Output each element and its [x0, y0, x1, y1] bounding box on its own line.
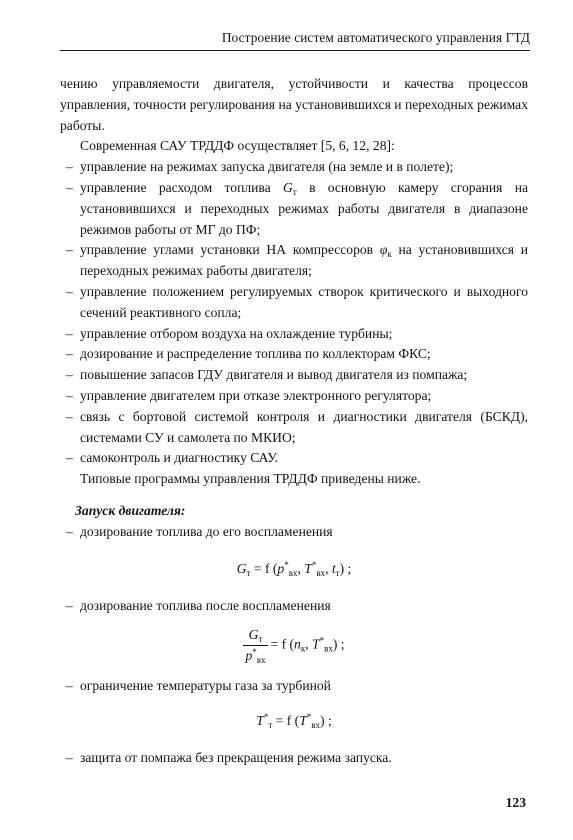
- list-item: [60, 748, 528, 769]
- page-number: 123: [505, 795, 526, 810]
- list-item: [60, 596, 528, 617]
- list-dash: –: [66, 179, 73, 195]
- launch-list: [60, 522, 528, 769]
- lead-paragraph: Современная САУ ТРДДФ осуществляет [5, 6, 12, 28]:: [80, 138, 395, 154]
- list-dash: –: [66, 367, 73, 383]
- list-item-text: повышение запасов ГДУ двигателя и вывод двигателя из помпажа;: [80, 367, 468, 383]
- list-item-text: защита от помпажа без прекращения режима запуска.: [80, 749, 392, 765]
- list-dash: –: [66, 159, 73, 175]
- list-item-text: управление расходом топлива: [80, 179, 271, 195]
- list-item-text: управление на режимах запуска двигателя (на земле и в полете);: [80, 159, 454, 175]
- list-item: [60, 386, 528, 407]
- formula-gas-temperature-limit: $T^*_т = f$ $(T^*_{вх})$ ;: [256, 711, 332, 730]
- running-header: [60, 30, 530, 50]
- list-item-text: дозирование топлива до его воспламенения: [80, 523, 333, 539]
- list-item: [60, 324, 528, 345]
- list-item: [60, 344, 528, 365]
- header-rule: [60, 50, 530, 51]
- formula-fuel-before-ignition: $G_т = f$ ($p^*_{вх}$, $T^*_{вх}$, $t_т$) ;: [236, 559, 352, 578]
- list-item: [60, 178, 528, 240]
- list-dash: –: [66, 387, 73, 403]
- section-heading: Запуск двигателя:: [75, 502, 186, 518]
- closing-paragraph: Типовые программы управления ТРДДФ приведены ниже.: [80, 471, 421, 487]
- list-item: [60, 522, 528, 543]
- list-item-text: управление отбором воздуха на охлаждение турбины;: [80, 325, 393, 341]
- symbol-fuel-flow: $G_т$: [283, 179, 297, 197]
- list-dash: –: [66, 523, 73, 539]
- list-item-text: на установившихся и переходных режимах работы двигателя;: [80, 242, 529, 279]
- list-dash: –: [66, 749, 73, 765]
- header-title: Построение систем автоматического управления ГТД: [221, 30, 530, 45]
- list-item-text: дозирование и распределение топлива по коллекторам ФКС;: [80, 346, 431, 362]
- intro-paragraph: чению управляемости двигателя, устойчивости и качества процессов управления, точности регулирования на установившихся и переходных режимах работы.: [60, 76, 528, 133]
- list-item-text: управление углами установки НА компрессоров: [80, 242, 374, 258]
- list-item: [60, 240, 528, 282]
- list-dash: –: [66, 598, 73, 614]
- list-dash: –: [66, 408, 73, 424]
- list-item: [60, 157, 528, 178]
- list-dash: –: [66, 242, 73, 258]
- list-item-text: связь с бортовой системой контроля и диагностики двигателя (БСКД), системами СУ и самолета по МКИО;: [80, 408, 528, 445]
- list-item-text: управление двигателем при отказе электронного регулятора;: [80, 387, 432, 403]
- list-item-text: самоконтроль и диагностику САУ.: [80, 450, 279, 466]
- list-item: [60, 282, 528, 324]
- list-item: [60, 407, 528, 449]
- list-dash: –: [66, 450, 73, 466]
- page-body: [60, 74, 528, 769]
- list-dash: –: [66, 325, 73, 341]
- list-item-text: в основную камеру сгорания на установившихся и переходных режимах работы двигателя в диапазоне режимов работы от МГ до ПФ;: [80, 179, 528, 237]
- list-item: [60, 448, 528, 469]
- list-item-text: дозирование топлива после воспламенения: [80, 598, 331, 614]
- functions-list: [60, 157, 528, 469]
- list-dash: –: [66, 283, 73, 299]
- formula-fuel-after-ignition: $\frac{G_т}{p^*_{вх}}$ = f ($n_к$, $T^*_{вх}$) ;: [245, 627, 345, 666]
- list-item: [60, 365, 528, 386]
- list-item-text: управление положением регулируемых створок критического и выходного сечений реактивного сопла;: [80, 283, 528, 320]
- formula-fraction: $\frac{G_т}{p^*_{вх}}$: [245, 627, 266, 666]
- symbol-vane-angle: $\varphi_к$: [379, 242, 392, 260]
- list-dash: –: [66, 678, 73, 694]
- list-dash: –: [66, 346, 73, 362]
- list-item-text: ограничение температуры газа за турбиной: [80, 678, 331, 694]
- list-item: [60, 676, 528, 697]
